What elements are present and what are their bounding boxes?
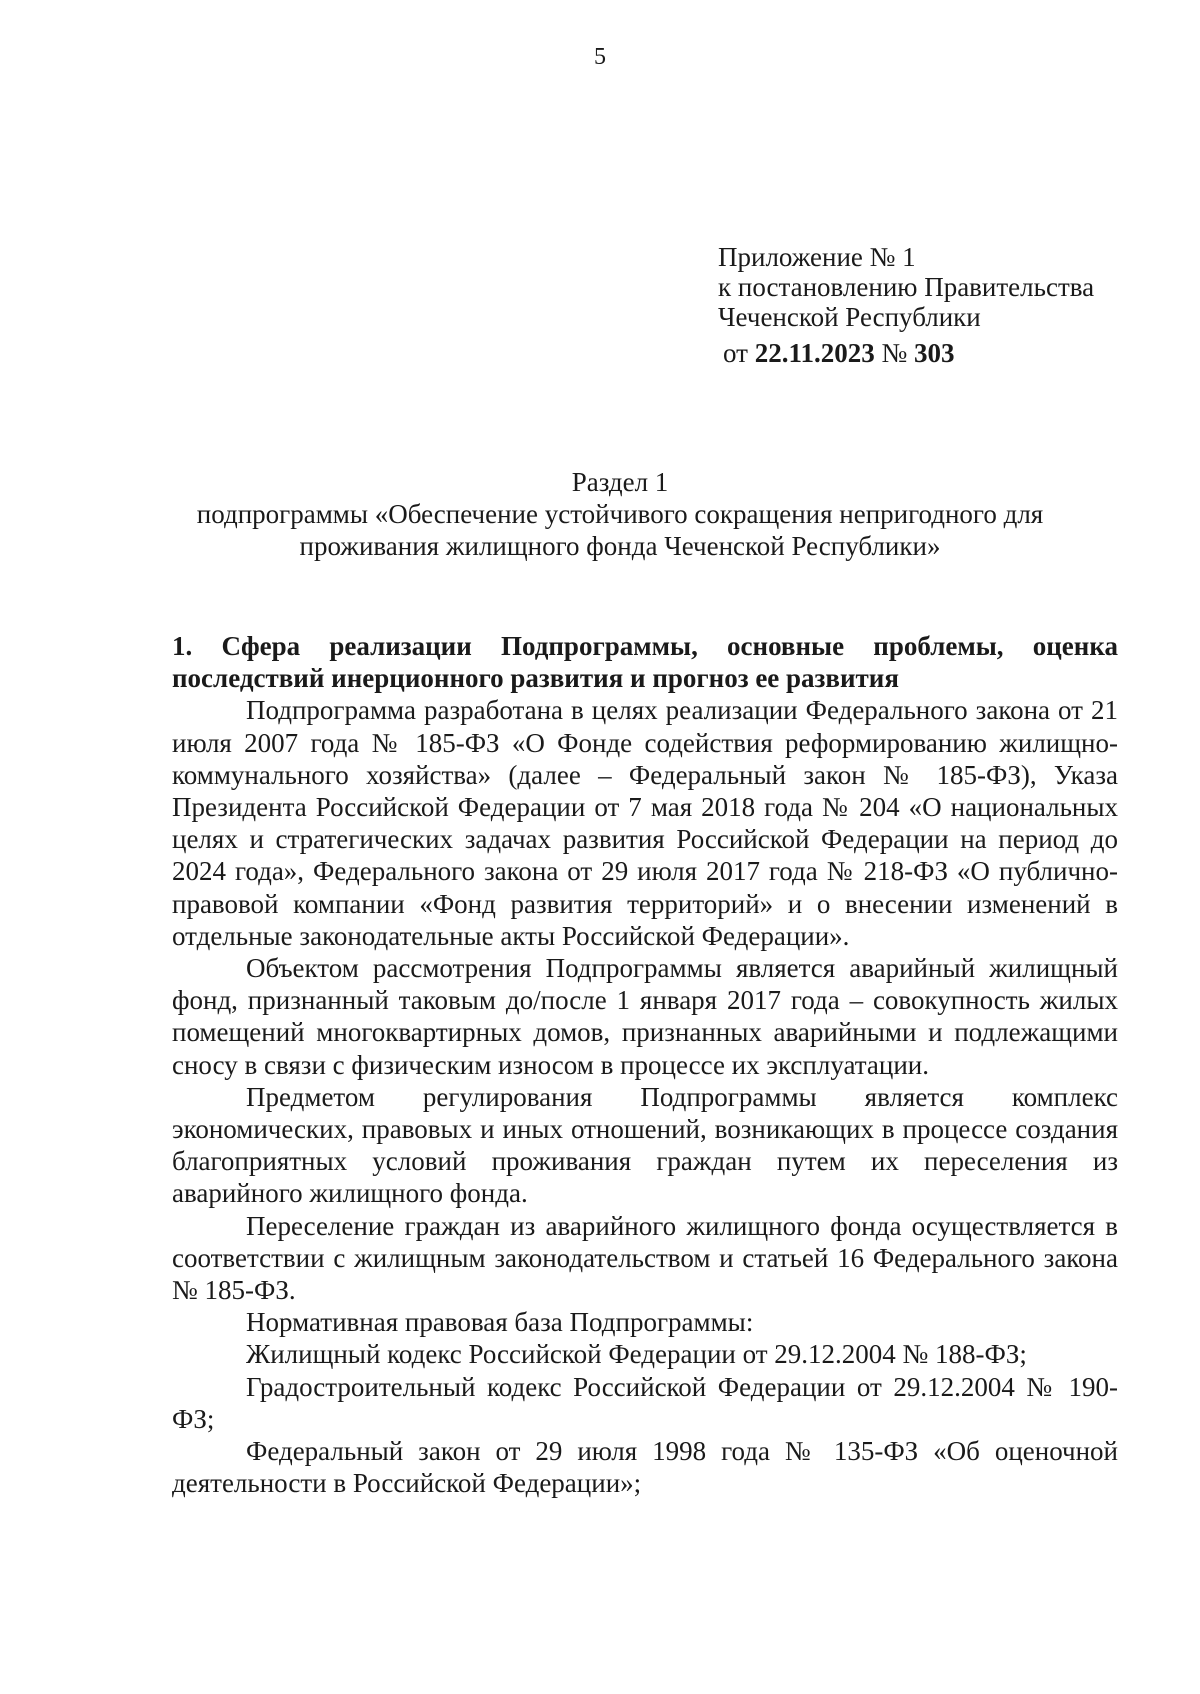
legal-act-valuation-law: Федеральный закон от 29 июля 1998 года № 135-ФЗ «Об оценочной деятельности в Российской Федерации»; (172, 1436, 1118, 1499)
section-subtitle-line-2: проживания жилищного фонда Чеченской Республики» (299, 531, 941, 561)
paragraph-legal-base: Нормативная правовая база Подпрограммы: (246, 1307, 754, 1338)
appendix-issuer: Чеченской Республики (718, 302, 981, 332)
chapter-heading: 1. Сфера реализации Подпрограммы, основные проблемы, оценка последствий инерционного развития и прогноз ее развития (172, 631, 1118, 694)
paragraph-resettlement: Переселение граждан из аварийного жилищного фонда осуществляется в соответствии с жилищным законодательством и статьей 16 Федерального закона № 185-ФЗ. (172, 1210, 1118, 1306)
appendix-date-line (718, 338, 1094, 368)
page-number: 5 (594, 44, 606, 70)
paragraph-subject: Предметом регулирования Подпрограммы является комплекс экономических, правовых и иных отношений, возникающих в процессе создания благоприятных условий проживания граждан путем их переселения из аварийного жилищного фонда. (172, 1081, 1118, 1209)
paragraph-object: Объектом рассмотрения Подпрограммы является аварийный жилищный фонд, признанный таковым до/после 1 января 2017 года – совокупность жилых помещений многоквартирных домов, признанных аварийными и подлежащими сносу в связи с физическим износом в процессе их эксплуатации. (172, 953, 1118, 1080)
appendix-reference: к постановлению Правительства (718, 272, 1095, 302)
document-body (172, 630, 1118, 1499)
appendix-block (718, 242, 1094, 368)
paragraph-purpose: Подпрограмма разработана в целях реализации Федерального закона от 21 июля 2007 года № 185-ФЗ «О Фонде содействия реформированию жилищно-коммунального хозяйства» (далее – Федеральный закон № 185-ФЗ), Указа Президента Российской Федерации от 7 мая 2018 года № 204 «О национальных целях и стратегических задачах развития Российской Федерации на период до 2024 года», Федерального закона от 29 июля 2017 года № 218-ФЗ «О публично-правовой компании «Фонд развития территорий» и о внесении изменений в отдельные законодательные акты Российской Федерации». (172, 695, 1118, 951)
resolution-number: 303 (913, 338, 955, 368)
legal-act-urban-code: Градостроительный кодекс Российской Федерации от 29.12.2004 № 190-ФЗ; (172, 1371, 1118, 1434)
section-subtitle-line-1: подпрограммы «Обеспечение устойчивого сокращения непригодного для (196, 499, 1044, 529)
section-heading (150, 466, 1090, 562)
number-sign: № (874, 338, 914, 368)
resolution-date: 22.11.2023 (754, 338, 875, 368)
appendix-title: Приложение № 1 (718, 242, 916, 272)
legal-act-housing-code: Жилищный кодекс Российской Федерации от 29.12.2004 № 188-ФЗ; (246, 1339, 1027, 1370)
date-prefix: от (723, 338, 755, 368)
section-title: Раздел 1 (571, 467, 669, 497)
